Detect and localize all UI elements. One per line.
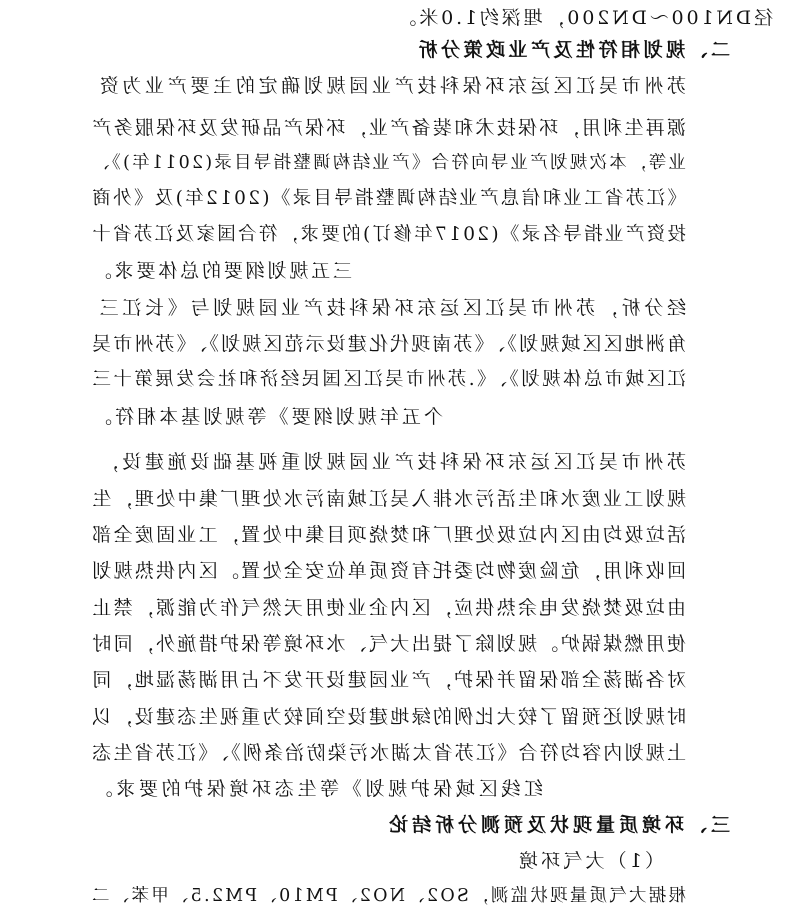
text-line: 规划工业废水和生活污水排入吴江城南污水处理厂集中处理，生 — [90, 488, 686, 510]
text-line: 回收利用，危险废物均委托有资质单位安全处置。区内供热规划 — [90, 560, 686, 582]
text-line: 《江苏省工业和信息产业结构调整指导目录》(2012年)及《外商 — [90, 188, 686, 209]
text-line: 上规划内容均符合《江苏省太湖水污染防治条例》、《江苏省生态 — [90, 742, 686, 764]
text-line: 投资产业指导名录》(2017年修订)的要求，符合国家及江苏省十 — [90, 224, 686, 245]
text-line: （1）大气环境 — [516, 850, 664, 872]
text-line: 红线区域保护规划》等生态环境保护的要求。 — [90, 778, 543, 800]
text-line: 源再生利用，环保技术和装备产业，环保产品研发及环保服务产 — [90, 117, 686, 139]
text-line: 业等，本次规划产业导向符合《产业结构调整指导目录(2011年)》、 — [90, 153, 686, 173]
text-line: 由垃圾焚烧发电余热供应，区内企业使用天然气作为能源，禁止 — [90, 597, 686, 619]
text-line: 苏州市吴江区运东环保科技产业园规划确定的主要产业为资 — [96, 75, 686, 97]
text-line: 时规划还预留了较大比例的绿地建设空间较为重视生态建设，以 — [90, 706, 686, 728]
text-line: 径DN100～DN200，埋深约1.0米。 — [395, 7, 773, 29]
text-line: 个五年规划纲要》等规划基本相符。 — [90, 406, 443, 428]
text-line: 对各湖荡全部保留并保护，产业园建设开发不占用湖荡湿地，同 — [90, 669, 686, 691]
text-line: 经分析，苏州市吴江区运东环保科技产业园规划与《长江三 — [96, 297, 686, 319]
text-line: 苏州市吴江区运东环保科技产业园规划重视基础设施建设， — [96, 451, 686, 473]
text-line: 使用燃煤锅炉。规划除了提出大气、水环境等保护措施外，同时 — [90, 633, 686, 655]
text-line: 根据大气质量现状监测，SO2、NO2、PM10、PM2.5、甲苯、二 — [90, 886, 686, 906]
text-line: 角洲地区区域规划》、《苏南现代化建设示范区规划》、《苏州市吴 — [90, 333, 686, 355]
section-heading: 三、环境质量现状及预测分析结论 — [385, 814, 730, 836]
section-heading: 二、规划相符性及产业政策分析 — [415, 39, 730, 61]
text-line: 三五规划纲要的总体要求。 — [90, 260, 352, 282]
text-line: 活垃圾均由区内垃圾处理厂和焚烧项目集中处置，工业固废全部 — [90, 524, 686, 546]
text-line: 江区城市总体规划》、《.苏州市吴江区国民经济和社会发展第十三 — [90, 369, 686, 390]
